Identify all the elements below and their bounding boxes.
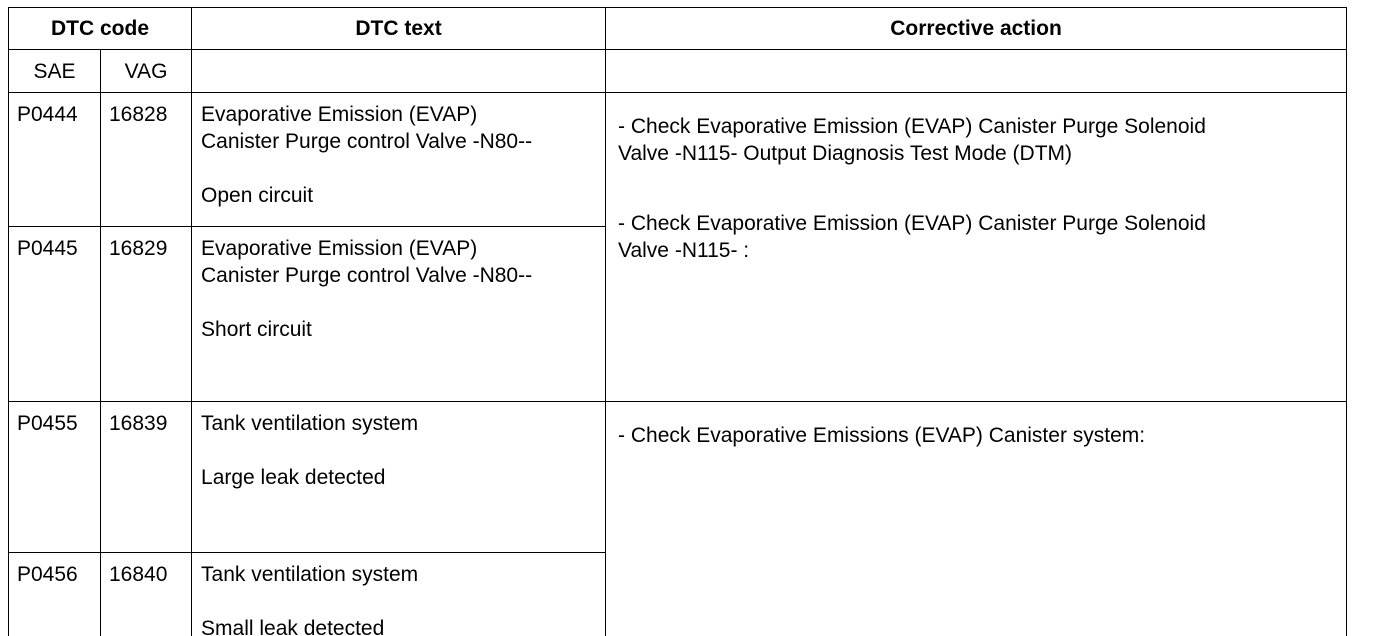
vag-code: 16829 [101,227,192,402]
header-corrective-action: Corrective action [606,8,1347,50]
dtc-condition: Small leak detected [201,617,385,636]
subheader-row [9,50,1347,93]
header-dtc-text: DTC text [192,8,606,50]
action-line: Valve -N115- Output Diagnosis Test Mode (DTM) [618,142,1073,165]
corrective-action-cell [606,93,1347,402]
sae-code: P0445 [9,227,101,402]
vag-code: 16840 [101,553,192,636]
dtc-text-line: Canister Purge control Valve -N80-- [201,264,533,287]
dtc-text-cell [192,227,606,402]
dtc-text-line: Evaporative Emission (EVAP) [201,237,478,260]
dtc-text-line: Tank ventilation system [201,412,419,435]
dtc-condition: Short circuit [201,318,312,341]
dtc-condition: Open circuit [201,184,314,207]
vag-code: 16839 [101,402,192,553]
header-dtc-code: DTC code [9,8,192,50]
corrective-action-cell [606,402,1347,636]
action-line: Valve -N115- : [618,239,750,262]
dtc-text-line: Tank ventilation system [201,563,419,586]
dtc-text-line: Evaporative Emission (EVAP) [201,103,478,126]
dtc-text-cell [192,93,606,227]
sae-code: P0456 [9,553,101,636]
dtc-condition: Large leak detected [201,466,386,489]
sae-code: P0444 [9,93,101,227]
subheader-sae: SAE [9,50,101,93]
sae-code: P0455 [9,402,101,553]
table-row [9,93,1347,227]
table-row [9,402,1347,553]
dtc-table [8,7,1347,636]
subheader-empty-text [192,50,606,93]
action-line: - Check Evaporative Emission (EVAP) Canister Purge Solenoid [618,212,1206,235]
dtc-text-cell [192,402,606,553]
dtc-text-cell [192,553,606,636]
subheader-vag: VAG [101,50,192,93]
subheader-empty-action [606,50,1347,93]
action-line: - Check Evaporative Emissions (EVAP) Canister system: [618,424,1146,447]
vag-code: 16828 [101,93,192,227]
header-row [9,8,1347,50]
dtc-text-line: Canister Purge control Valve -N80-- [201,130,533,153]
action-line: - Check Evaporative Emission (EVAP) Canister Purge Solenoid [618,115,1206,138]
